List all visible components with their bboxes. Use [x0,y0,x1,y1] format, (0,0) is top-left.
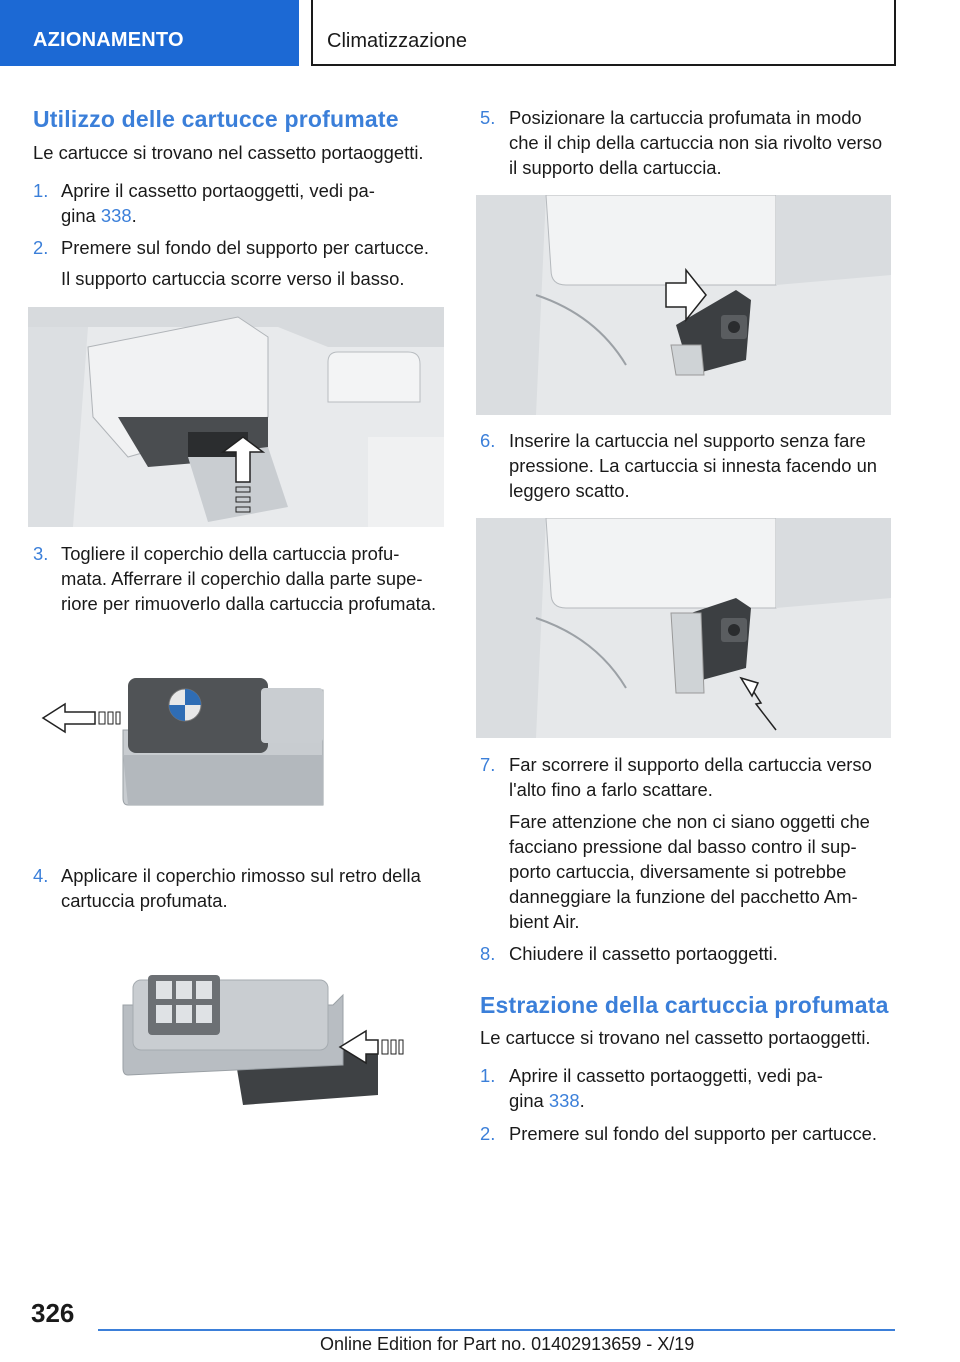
header-chapter-label: Climatizzazione [327,30,468,52]
step-2-note: Il supporto cartuccia scorre verso il basso. [61,268,405,289]
step-b2-number: 2. [480,1123,496,1144]
footer-divider [98,1329,895,1331]
step-5-line2: che il chip della cartuccia non sia rivolto verso [509,132,883,153]
step-1-line1: Aprire il cassetto portaoggetti, vedi pa- [61,180,375,201]
step-2-line1: Premere sul fondo del supporto per cartucce. [61,237,430,258]
header-section-label: AZIONAMENTO [33,29,184,51]
step-7-line1: Far scorrere il supporto della cartuccia verso [509,754,872,775]
figure-press-holder [28,307,444,527]
step-7-note3: porto cartuccia, diversamente si potrebbe [509,861,847,882]
step-6-line1: Inserire la cartuccia nel supporto senza fare [509,430,866,451]
step-8-line1: Chiudere il cassetto portaoggetti. [509,943,778,964]
step-3-line2: mata. Afferrare il coperchio dalla parte supe- [61,568,423,589]
step-7-number: 7. [480,754,496,775]
step-6-line3: leggero scatto. [509,480,630,501]
step-4-line1: Applicare il coperchio rimosso sul retro della [61,865,421,886]
step-7-note5: bient Air. [509,911,580,932]
step-6-number: 6. [480,430,496,451]
step-2-number: 2. [33,237,49,258]
step-3-line1: Togliere il coperchio della cartuccia profu- [61,543,400,564]
header-chapter-box [311,0,896,66]
step-1-line2: gina 338. [61,205,137,226]
step-5-line1: Posizionare la cartuccia profumata in modo [509,107,862,128]
section-title-usage: Utilizzo delle cartucce profumate [33,106,399,132]
page-link-338[interactable]: 338 [100,205,132,226]
step-5-number: 5. [480,107,496,128]
step-b1-line1: Aprire il cassetto portaoggetti, vedi pa- [509,1065,823,1086]
step-3-number: 3. [33,543,49,564]
figure-position-cartridge [476,195,891,415]
page-link-338-b[interactable]: 338 [548,1090,580,1111]
footer-edition: Online Edition for Part no. 01402913659 - X/19 [320,1334,695,1354]
page-number: 326 [31,1298,75,1328]
header-section-tab [0,0,299,66]
figure-slide-holder [476,518,891,738]
step-b1-number: 1. [480,1065,496,1086]
step-8-number: 8. [480,943,496,964]
section-title-removal: Estrazione della cartuccia profumata [480,992,889,1018]
figure-apply-cover [118,965,418,1115]
intro-text: Le cartucce si trovano nel cassetto portaoggetti. [33,142,424,163]
figure-remove-cover [33,660,353,820]
step-4-number: 4. [33,865,49,886]
step-5-line3: il supporto della cartuccia. [509,157,722,178]
step-7-note4: danneggiare la funzione del pacchetto Am- [509,886,858,907]
step-7-line2: l'alto fino a farlo scattare. [509,779,713,800]
step-7-note1: Fare attenzione che non ci siano oggetti che [509,811,870,832]
intro-text-removal: Le cartucce si trovano nel cassetto portaoggetti. [480,1027,871,1048]
step-6-line2: pressione. La cartuccia si innesta facendo un [509,455,878,476]
step-4-line2: cartuccia profumata. [61,890,228,911]
step-1-number: 1. [33,180,49,201]
step-7-note2: facciano pressione dal basso contro il sup- [509,836,857,857]
step-b2-line1: Premere sul fondo del supporto per cartucce. [509,1123,878,1144]
step-b1-line2: gina 338. [509,1090,585,1111]
step-3-line3: riore per rimuoverlo dalla cartuccia profumata. [61,593,437,614]
